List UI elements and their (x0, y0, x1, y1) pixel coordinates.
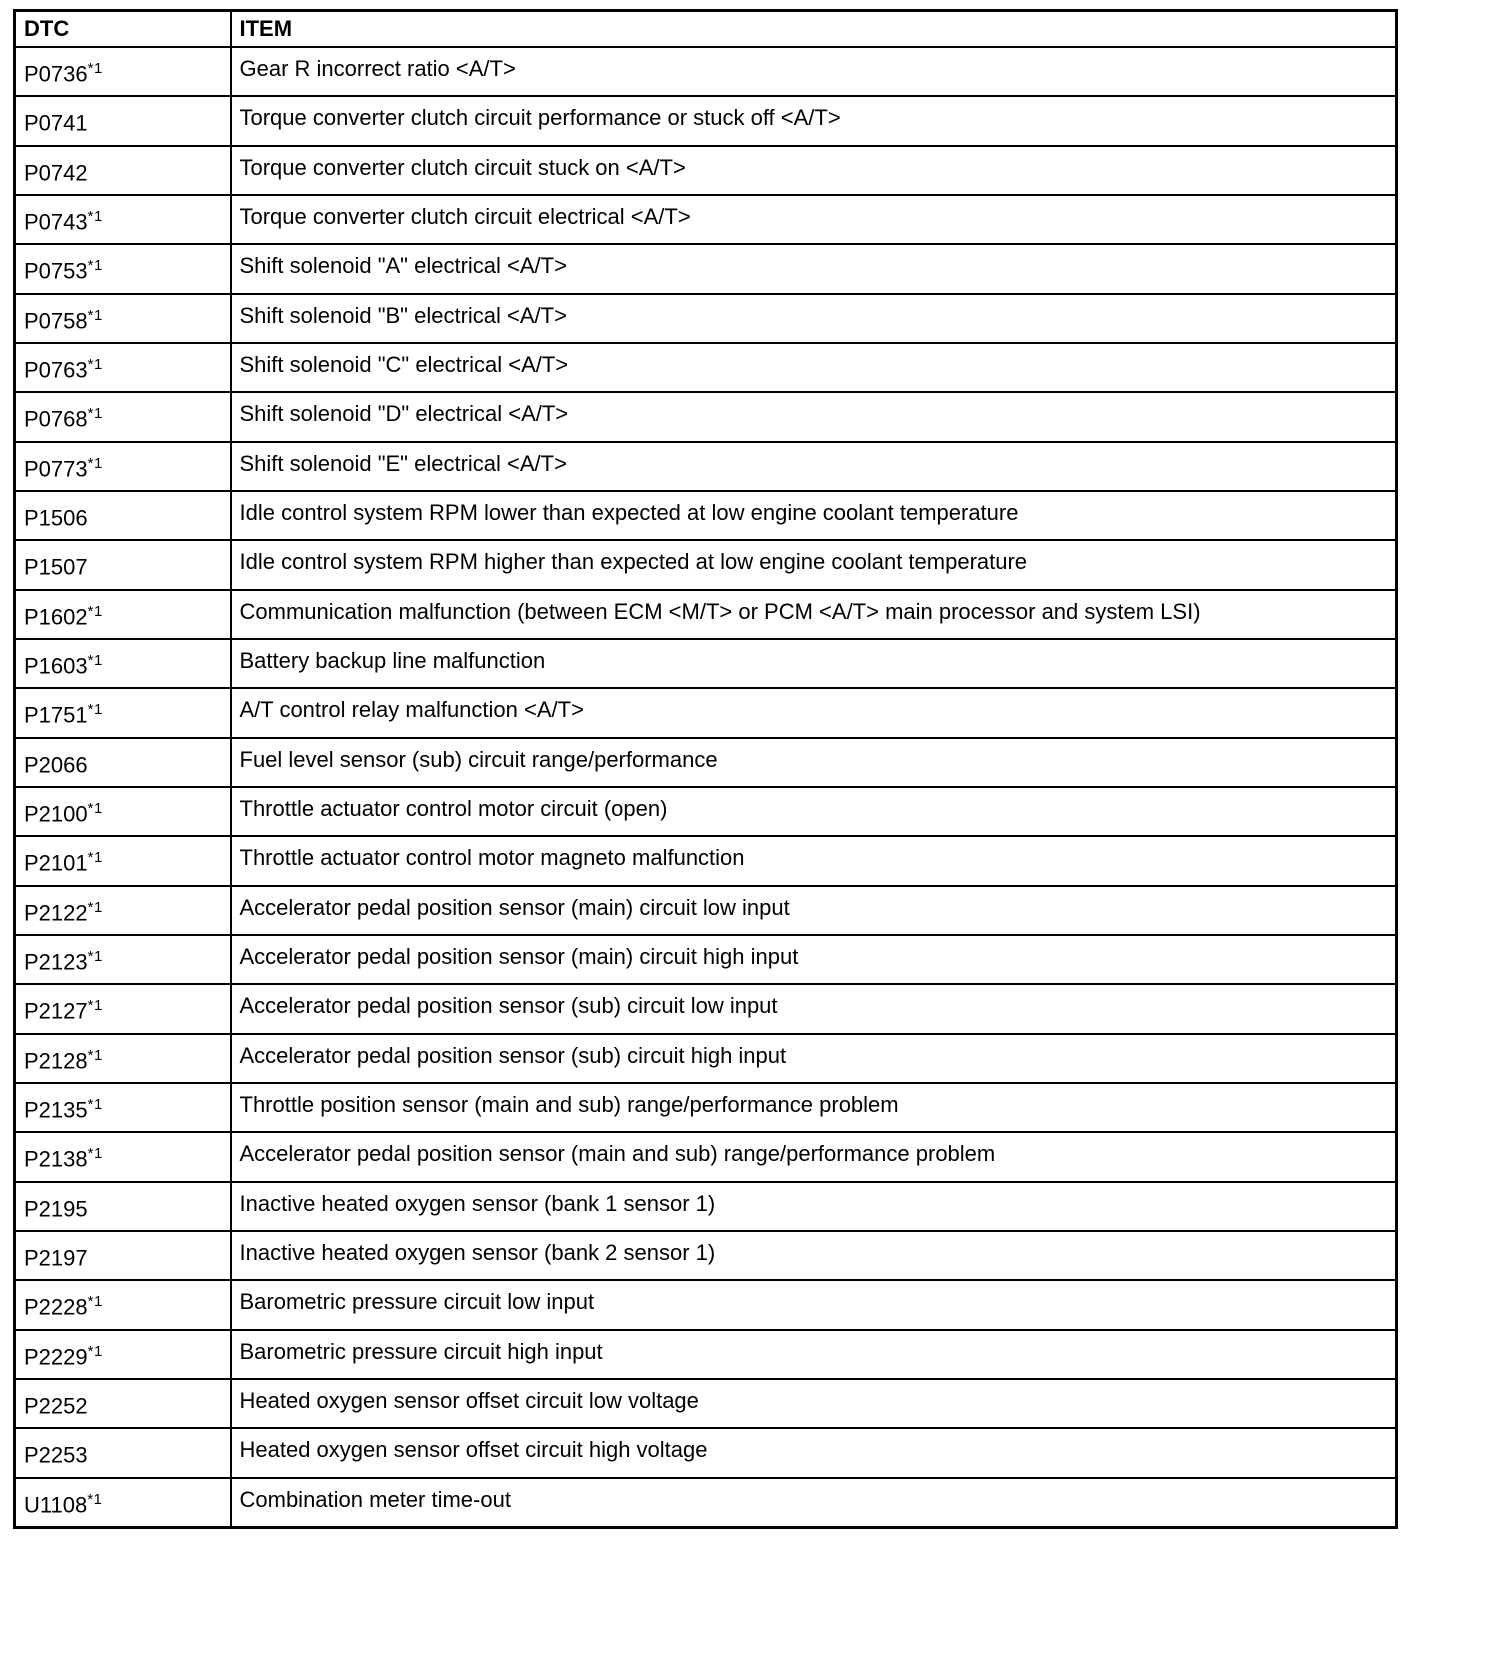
dtc-item-text: Battery backup line malfunction (239, 647, 546, 673)
table-row (15, 886, 1397, 935)
item-cell (231, 294, 1397, 343)
item-cell (231, 1231, 1397, 1280)
table-row (15, 1379, 1397, 1428)
dtc-code-sup-footnote: *1 (87, 1095, 103, 1113)
table-row (15, 1478, 1397, 1528)
table-row (15, 442, 1397, 491)
dtc-code-cell (15, 1182, 231, 1231)
dtc-table-body (15, 47, 1397, 1527)
dtc-code-cell (15, 1428, 231, 1477)
dtc-item-text: Throttle actuator control motor magneto malfunction (239, 845, 745, 871)
dtc-code-sup-footnote: *1 (87, 651, 103, 669)
table-row (15, 836, 1397, 885)
dtc-code: P2253 (24, 1442, 88, 1468)
dtc-code: P0773 (24, 455, 88, 481)
dtc-item-text: Shift solenoid "B" electrical <A/T> (239, 302, 567, 328)
dtc-code: P1506 (24, 505, 88, 531)
dtc-code-cell (15, 1478, 231, 1528)
dtc-code: P2138 (24, 1146, 88, 1172)
dtc-code-sup-footnote: *1 (87, 799, 103, 817)
dtc-code: P2127 (24, 998, 88, 1024)
dtc-item-text: Idle control system RPM higher than expected at low engine coolant temperature (239, 549, 1028, 575)
table-row (15, 787, 1397, 836)
item-cell (231, 146, 1397, 195)
item-cell (231, 1379, 1397, 1428)
dtc-item-text: Accelerator pedal position sensor (main) circuit low input (239, 894, 790, 920)
table-row (15, 639, 1397, 688)
dtc-item-text: Combination meter time-out (239, 1486, 511, 1512)
dtc-code-sup-footnote: *1 (87, 849, 103, 867)
dtc-item-text: Torque converter clutch circuit stuck on <A/T> (239, 154, 686, 180)
dtc-code: P0741 (24, 110, 88, 136)
dtc-code: U1108 (24, 1491, 88, 1517)
table-row (15, 1428, 1397, 1477)
dtc-item-text: Fuel level sensor (sub) circuit range/performance (239, 746, 718, 772)
dtc-code-sup-footnote: *1 (87, 60, 103, 77)
dtc-code-cell (15, 1132, 231, 1181)
dtc-item-text: Throttle actuator control motor circuit (open) (239, 795, 668, 821)
table-row (15, 1280, 1397, 1329)
dtc-table (13, 9, 1398, 1529)
dtc-code: P2101 (24, 850, 88, 876)
dtc-code-sup-footnote: *1 (87, 997, 103, 1015)
dtc-code-cell (15, 935, 231, 984)
item-cell (231, 392, 1397, 441)
dtc-code: P0743 (24, 209, 88, 235)
dtc-code: P2252 (24, 1393, 88, 1419)
item-cell (231, 96, 1397, 145)
dtc-item-text: Inactive heated oxygen sensor (bank 1 sensor 1) (239, 1190, 716, 1216)
item-cell (231, 688, 1397, 737)
table-row (15, 294, 1397, 343)
header-row (15, 11, 1397, 48)
dtc-item-text: Accelerator pedal position sensor (main) circuit high input (239, 943, 799, 969)
dtc-code-cell (15, 836, 231, 885)
dtc-item-text: Idle control system RPM lower than expected at low engine coolant temperature (239, 499, 1019, 525)
dtc-code-sup-footnote: *1 (87, 257, 103, 275)
dtc-item-text: Accelerator pedal position sensor (sub) circuit low input (239, 993, 778, 1019)
dtc-code: P2135 (24, 1097, 88, 1123)
dtc-code-cell (15, 491, 231, 540)
table-row (15, 984, 1397, 1033)
dtc-code: P2197 (24, 1245, 88, 1271)
dtc-item-text: Shift solenoid "E" electrical <A/T> (239, 450, 567, 476)
dtc-code-sup-footnote: *1 (87, 207, 103, 225)
table-row (15, 195, 1397, 244)
dtc-code: P1507 (24, 554, 88, 580)
dtc-item-text: Barometric pressure circuit low input (239, 1289, 595, 1315)
dtc-item-text: Gear R incorrect ratio <A/T> (239, 56, 516, 81)
table-row (15, 1330, 1397, 1379)
item-cell (231, 935, 1397, 984)
dtc-code-cell (15, 590, 231, 639)
dtc-code-cell (15, 886, 231, 935)
dtc-item-text: Barometric pressure circuit high input (239, 1338, 603, 1364)
dtc-code: P0742 (24, 159, 88, 185)
item-cell (231, 1330, 1397, 1379)
table-row (15, 343, 1397, 392)
dtc-code: P1751 (24, 702, 88, 728)
dtc-code-sup-footnote: *1 (87, 947, 103, 965)
dtc-column-header: DTC (15, 11, 231, 48)
item-cell (231, 1083, 1397, 1132)
dtc-code-cell (15, 47, 231, 96)
item-cell (231, 244, 1397, 293)
table-row (15, 540, 1397, 589)
dtc-code-cell (15, 1034, 231, 1083)
dtc-code-sup-footnote: *1 (87, 898, 103, 916)
item-cell (231, 590, 1397, 639)
dtc-code: P1602 (24, 603, 88, 629)
dtc-code-sup-footnote: *1 (87, 1490, 103, 1508)
table-row (15, 935, 1397, 984)
item-cell (231, 886, 1397, 935)
dtc-item-text: Torque converter clutch circuit electrical <A/T> (239, 203, 691, 229)
dtc-item-text: Throttle position sensor (main and sub) range/performance problem (239, 1091, 899, 1117)
dtc-item-text: Inactive heated oxygen sensor (bank 2 sensor 1) (239, 1239, 716, 1265)
item-cell (231, 1182, 1397, 1231)
dtc-code-sup-footnote: *1 (87, 1046, 103, 1064)
dtc-code: P0758 (24, 307, 88, 333)
dtc-code-cell (15, 1280, 231, 1329)
dtc-item-text: Torque converter clutch circuit performance or stuck off <A/T> (239, 105, 841, 131)
table-row (15, 1182, 1397, 1231)
table-row (15, 1083, 1397, 1132)
dtc-code: P0763 (24, 357, 88, 383)
dtc-code-cell (15, 1231, 231, 1280)
dtc-code-sup-footnote: *1 (87, 602, 103, 620)
dtc-code-cell (15, 1083, 231, 1132)
dtc-code-sup-footnote: *1 (87, 701, 103, 719)
item-cell (231, 1132, 1397, 1181)
item-cell (231, 836, 1397, 885)
item-cell (231, 343, 1397, 392)
table-row (15, 738, 1397, 787)
item-cell (231, 1034, 1397, 1083)
dtc-code: P0736 (24, 61, 88, 87)
table-row (15, 47, 1397, 96)
dtc-code-cell (15, 294, 231, 343)
dtc-code-cell (15, 392, 231, 441)
dtc-code-cell (15, 787, 231, 836)
dtc-code-cell (15, 984, 231, 1033)
dtc-code-cell (15, 244, 231, 293)
item-cell (231, 639, 1397, 688)
dtc-code-cell (15, 688, 231, 737)
dtc-code: P2066 (24, 751, 88, 777)
dtc-item-text: Heated oxygen sensor offset circuit high voltage (239, 1437, 708, 1463)
dtc-code: P2122 (24, 899, 88, 925)
dtc-code-sup-footnote: *1 (87, 1145, 103, 1163)
item-column-header: ITEM (231, 11, 1397, 48)
table-row (15, 392, 1397, 441)
dtc-code-cell (15, 1379, 231, 1428)
table-row (15, 688, 1397, 737)
item-cell (231, 738, 1397, 787)
dtc-item-text: Communication malfunction (between ECM <M/T> or PCM <A/T> main processor and system LSI) (239, 598, 1201, 624)
table-row (15, 491, 1397, 540)
dtc-code-sup-footnote: *1 (87, 306, 103, 324)
dtc-item-text: Heated oxygen sensor offset circuit low voltage (239, 1387, 699, 1413)
item-cell (231, 47, 1397, 96)
dtc-code-sup-footnote: *1 (87, 454, 103, 472)
dtc-code-cell (15, 96, 231, 145)
item-cell (231, 1280, 1397, 1329)
item-cell (231, 1428, 1397, 1477)
item-cell (231, 1478, 1397, 1528)
dtc-item-text: Shift solenoid "D" electrical <A/T> (239, 401, 569, 427)
table-row (15, 96, 1397, 145)
dtc-code: P1603 (24, 653, 88, 679)
dtc-code: P2100 (24, 801, 88, 827)
dtc-item-text: Accelerator pedal position sensor (sub) circuit high input (239, 1042, 787, 1068)
table-row (15, 146, 1397, 195)
dtc-code-cell (15, 146, 231, 195)
dtc-code-cell (15, 738, 231, 787)
dtc-code: P0753 (24, 258, 88, 284)
dtc-code-sup-footnote: *1 (87, 355, 103, 373)
dtc-code-sup-footnote: *1 (87, 1342, 103, 1360)
table-row (15, 1231, 1397, 1280)
dtc-code-cell (15, 1330, 231, 1379)
dtc-item-text: Accelerator pedal position sensor (main and sub) range/performance problem (239, 1141, 996, 1167)
item-cell (231, 195, 1397, 244)
item-cell (231, 787, 1397, 836)
item-cell (231, 540, 1397, 589)
dtc-code-cell (15, 442, 231, 491)
dtc-code-cell (15, 343, 231, 392)
dtc-code: P2128 (24, 1047, 88, 1073)
dtc-code: P2195 (24, 1195, 88, 1221)
dtc-code-cell (15, 540, 231, 589)
dtc-code-cell (15, 195, 231, 244)
dtc-code-cell (15, 639, 231, 688)
item-cell (231, 984, 1397, 1033)
table-row (15, 244, 1397, 293)
dtc-code-sup-footnote: *1 (87, 405, 103, 423)
dtc-code: P2228 (24, 1294, 88, 1320)
dtc-table-header (15, 11, 1397, 48)
dtc-code: P2123 (24, 949, 88, 975)
item-cell (231, 442, 1397, 491)
dtc-item-text: Shift solenoid "C" electrical <A/T> (239, 351, 569, 377)
dtc-item-text: Shift solenoid "A" electrical <A/T> (239, 253, 567, 279)
dtc-code: P0768 (24, 406, 88, 432)
item-cell (231, 491, 1397, 540)
table-row (15, 590, 1397, 639)
dtc-code: P2229 (24, 1343, 88, 1369)
dtc-code-sup-footnote: *1 (87, 1293, 103, 1311)
table-row (15, 1034, 1397, 1083)
dtc-item-text: A/T control relay malfunction <A/T> (239, 697, 584, 723)
table-row (15, 1132, 1397, 1181)
